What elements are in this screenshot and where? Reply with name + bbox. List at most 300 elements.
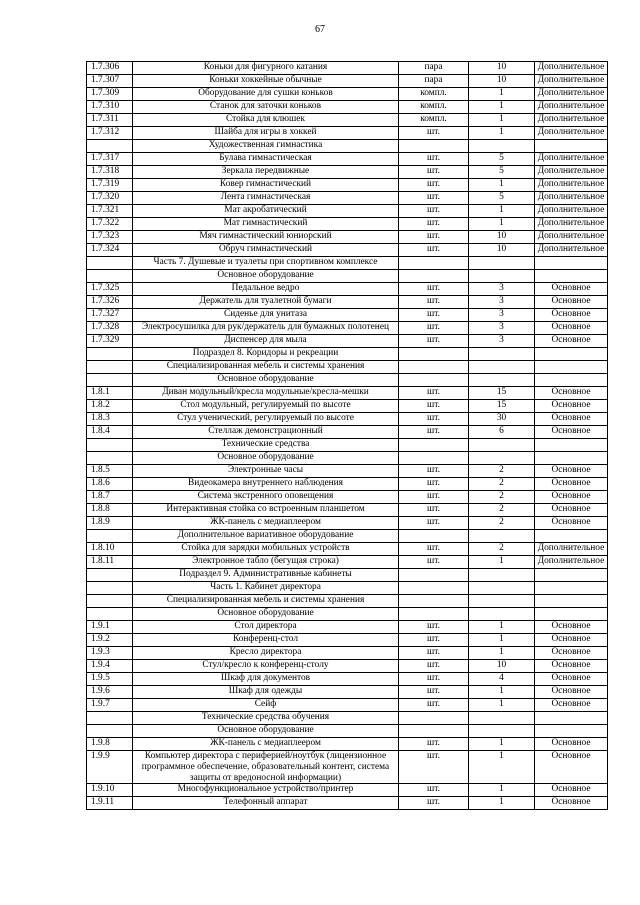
item-name-cell: Стул ученический, регулируемый по высоте [133, 413, 399, 426]
quantity-cell [469, 361, 535, 374]
item-code-cell: 1.7.311 [87, 114, 133, 127]
equipment-type-cell [535, 257, 608, 270]
quantity-cell: 3 [469, 335, 535, 348]
quantity-cell: 3 [469, 296, 535, 309]
table-row [87, 205, 608, 218]
section-heading-row [87, 348, 608, 361]
item-code-cell: 1.7.324 [87, 244, 133, 257]
section-heading-row [87, 725, 608, 738]
unit-cell [399, 140, 469, 153]
unit-cell: компл. [399, 101, 469, 114]
quantity-cell: 4 [469, 673, 535, 686]
quantity-cell: 10 [469, 660, 535, 673]
item-code-cell: 1.8.4 [87, 426, 133, 439]
item-code-cell [87, 439, 133, 452]
item-code-cell [87, 374, 133, 387]
quantity-cell [469, 257, 535, 270]
unit-cell: шт. [399, 797, 469, 810]
section-heading-row [87, 270, 608, 283]
quantity-cell: 2 [469, 504, 535, 517]
unit-cell [399, 608, 469, 621]
item-code-cell: 1.8.6 [87, 478, 133, 491]
equipment-type-cell: Основное [535, 504, 608, 517]
quantity-cell: 10 [469, 231, 535, 244]
table-row [87, 504, 608, 517]
quantity-cell: 15 [469, 387, 535, 400]
unit-cell: шт. [399, 413, 469, 426]
item-code-cell [87, 569, 133, 582]
quantity-cell: 2 [469, 517, 535, 530]
quantity-cell: 15 [469, 400, 535, 413]
table-row [87, 244, 608, 257]
equipment-type-cell: Основное [535, 517, 608, 530]
quantity-cell: 1 [469, 127, 535, 140]
item-name-cell: ЖК-панель с медиаплеером [133, 517, 399, 530]
item-name-cell: Булава гимнастическая [133, 153, 399, 166]
unit-cell: шт. [399, 153, 469, 166]
table-row [87, 127, 608, 140]
equipment-type-cell: Основное [535, 413, 608, 426]
unit-cell: шт. [399, 543, 469, 556]
item-code-cell: 1.7.309 [87, 88, 133, 101]
section-heading-row [87, 361, 608, 374]
equipment-type-cell [535, 270, 608, 283]
unit-cell [399, 348, 469, 361]
item-code-cell [87, 361, 133, 374]
item-name-cell: Основное оборудование [133, 374, 399, 387]
quantity-cell: 3 [469, 322, 535, 335]
item-code-cell: 1.7.323 [87, 231, 133, 244]
unit-cell: шт. [399, 673, 469, 686]
unit-cell [399, 530, 469, 543]
equipment-type-cell: Основное [535, 660, 608, 673]
item-name-cell: Стол модульный, регулируемый по высоте [133, 400, 399, 413]
item-name-cell: Основное оборудование [133, 608, 399, 621]
equipment-type-cell [535, 725, 608, 738]
item-code-cell [87, 712, 133, 725]
table-row [87, 478, 608, 491]
unit-cell: шт. [399, 166, 469, 179]
quantity-cell: 10 [469, 75, 535, 88]
table-row [87, 686, 608, 699]
unit-cell: шт. [399, 218, 469, 231]
quantity-cell: 1 [469, 738, 535, 751]
item-code-cell [87, 725, 133, 738]
item-name-cell: Подраздел 9. Административные кабинеты [133, 569, 399, 582]
item-name-cell: Система экстренного оповещения [133, 491, 399, 504]
equipment-type-cell: Основное [535, 784, 608, 797]
quantity-cell: 1 [469, 686, 535, 699]
equipment-type-cell: Дополнительное [535, 543, 608, 556]
table-row [87, 751, 608, 784]
table-row [87, 166, 608, 179]
unit-cell: шт. [399, 647, 469, 660]
item-name-cell: Электронные часы [133, 465, 399, 478]
section-heading-row [87, 595, 608, 608]
unit-cell: компл. [399, 88, 469, 101]
item-name-cell: Художественная гимнастика [133, 140, 399, 153]
equipment-type-cell: Дополнительное [535, 75, 608, 88]
item-name-cell: Стойка для клюшек [133, 114, 399, 127]
unit-cell: шт. [399, 660, 469, 673]
table-row [87, 543, 608, 556]
unit-cell: шт. [399, 205, 469, 218]
equipment-type-cell: Дополнительное [535, 101, 608, 114]
table-row [87, 465, 608, 478]
unit-cell [399, 452, 469, 465]
section-heading-row [87, 374, 608, 387]
unit-cell: шт. [399, 621, 469, 634]
quantity-cell [469, 374, 535, 387]
table-row [87, 647, 608, 660]
equipment-type-cell: Дополнительное [535, 62, 608, 75]
quantity-cell [469, 608, 535, 621]
quantity-cell [469, 582, 535, 595]
item-name-cell: Шкаф для одежды [133, 686, 399, 699]
table-row [87, 517, 608, 530]
unit-cell: шт. [399, 192, 469, 205]
equipment-type-cell: Основное [535, 309, 608, 322]
equipment-type-cell: Дополнительное [535, 153, 608, 166]
item-name-cell: Технические средства обучения [133, 712, 399, 725]
item-code-cell: 1.7.317 [87, 153, 133, 166]
quantity-cell [469, 569, 535, 582]
table-row [87, 192, 608, 205]
table-row [87, 153, 608, 166]
table-row [87, 660, 608, 673]
item-name-cell: Компьютер директора с периферией/ноутбук (лицензионное программное обеспечение, образовательный контент, система защиты от вредоносной информации) [133, 751, 399, 784]
item-code-cell: 1.9.7 [87, 699, 133, 712]
quantity-cell: 1 [469, 751, 535, 784]
unit-cell: шт. [399, 556, 469, 569]
section-heading-row [87, 452, 608, 465]
section-heading-row [87, 569, 608, 582]
equipment-type-cell: Основное [535, 465, 608, 478]
item-code-cell [87, 140, 133, 153]
item-code-cell: 1.7.329 [87, 335, 133, 348]
item-code-cell: 1.8.9 [87, 517, 133, 530]
item-name-cell: Держатель для туалетной бумаги [133, 296, 399, 309]
unit-cell [399, 257, 469, 270]
unit-cell: шт. [399, 127, 469, 140]
quantity-cell: 1 [469, 556, 535, 569]
item-name-cell: Специализированная мебель и системы хранения [133, 595, 399, 608]
quantity-cell: 1 [469, 699, 535, 712]
quantity-cell: 1 [469, 205, 535, 218]
table-row [87, 413, 608, 426]
item-name-cell: Специализированная мебель и системы хранения [133, 361, 399, 374]
item-name-cell: Коньки хоккейные обычные [133, 75, 399, 88]
quantity-cell [469, 439, 535, 452]
unit-cell: шт. [399, 387, 469, 400]
item-code-cell: 1.7.310 [87, 101, 133, 114]
table-row [87, 426, 608, 439]
equipment-type-cell: Основное [535, 621, 608, 634]
quantity-cell: 1 [469, 797, 535, 810]
unit-cell: шт. [399, 296, 469, 309]
item-name-cell: Педальное ведро [133, 283, 399, 296]
item-code-cell: 1.8.3 [87, 413, 133, 426]
unit-cell [399, 582, 469, 595]
equipment-type-cell: Дополнительное [535, 114, 608, 127]
quantity-cell [469, 140, 535, 153]
unit-cell: шт. [399, 504, 469, 517]
item-code-cell: 1.9.6 [87, 686, 133, 699]
equipment-type-cell: Дополнительное [535, 218, 608, 231]
equipment-type-cell [535, 582, 608, 595]
equipment-type-cell [535, 361, 608, 374]
item-name-cell: Многофункциональное устройство/принтер [133, 784, 399, 797]
unit-cell: шт. [399, 517, 469, 530]
equipment-type-cell: Дополнительное [535, 192, 608, 205]
item-name-cell: Основное оборудование [133, 452, 399, 465]
item-name-cell: Основное оборудование [133, 725, 399, 738]
item-name-cell: Телефонный аппарат [133, 797, 399, 810]
item-code-cell [87, 595, 133, 608]
item-name-cell: Шкаф для документов [133, 673, 399, 686]
equipment-type-cell: Дополнительное [535, 244, 608, 257]
unit-cell: шт. [399, 686, 469, 699]
equipment-type-cell: Основное [535, 738, 608, 751]
quantity-cell: 1 [469, 179, 535, 192]
unit-cell: шт. [399, 634, 469, 647]
equipment-type-cell: Дополнительное [535, 127, 608, 140]
equipment-type-cell: Основное [535, 634, 608, 647]
unit-cell: шт. [399, 465, 469, 478]
equipment-type-cell [535, 348, 608, 361]
item-name-cell: Электросушилка для рук/держатель для бумажных полотенец [133, 322, 399, 335]
equipment-type-cell: Основное [535, 322, 608, 335]
item-name-cell: Часть 1. Кабинет директора [133, 582, 399, 595]
table-row [87, 387, 608, 400]
section-heading-row [87, 530, 608, 543]
item-name-cell: Обруч гимнастический [133, 244, 399, 257]
table-row [87, 738, 608, 751]
table-row [87, 309, 608, 322]
unit-cell: шт. [399, 699, 469, 712]
unit-cell: шт. [399, 751, 469, 784]
equipment-type-cell [535, 452, 608, 465]
quantity-cell: 1 [469, 88, 535, 101]
equipment-type-cell [535, 712, 608, 725]
unit-cell [399, 712, 469, 725]
table-row [87, 179, 608, 192]
equipment-type-cell: Дополнительное [535, 556, 608, 569]
unit-cell [399, 270, 469, 283]
item-code-cell: 1.9.9 [87, 751, 133, 784]
unit-cell: шт. [399, 283, 469, 296]
unit-cell [399, 439, 469, 452]
equipment-type-cell: Дополнительное [535, 205, 608, 218]
quantity-cell [469, 348, 535, 361]
item-name-cell: Основное оборудование [133, 270, 399, 283]
item-name-cell: Мяч гимнастический юниорский [133, 231, 399, 244]
item-code-cell: 1.9.5 [87, 673, 133, 686]
quantity-cell: 1 [469, 101, 535, 114]
unit-cell [399, 361, 469, 374]
unit-cell: шт. [399, 231, 469, 244]
quantity-cell: 5 [469, 166, 535, 179]
item-name-cell: Технические средства [133, 439, 399, 452]
unit-cell [399, 374, 469, 387]
item-code-cell: 1.7.319 [87, 179, 133, 192]
item-code-cell: 1.9.10 [87, 784, 133, 797]
unit-cell: шт. [399, 738, 469, 751]
section-heading-row [87, 608, 608, 621]
unit-cell: компл. [399, 114, 469, 127]
equipment-type-cell [535, 530, 608, 543]
item-name-cell: Диван модульный/кресла модульные/кресла-мешки [133, 387, 399, 400]
quantity-cell: 1 [469, 634, 535, 647]
equipment-type-cell [535, 569, 608, 582]
equipment-type-cell: Основное [535, 335, 608, 348]
item-name-cell: Стул/кресло к конференц-столу [133, 660, 399, 673]
item-code-cell: 1.8.10 [87, 543, 133, 556]
equipment-type-cell [535, 374, 608, 387]
item-name-cell: Коньки для фигурного катания [133, 62, 399, 75]
item-code-cell: 1.8.5 [87, 465, 133, 478]
quantity-cell: 2 [469, 465, 535, 478]
equipment-type-cell: Дополнительное [535, 166, 608, 179]
equipment-type-cell: Основное [535, 426, 608, 439]
item-code-cell: 1.9.1 [87, 621, 133, 634]
item-name-cell: Интерактивная стойка со встроенным планшетом [133, 504, 399, 517]
item-code-cell: 1.7.318 [87, 166, 133, 179]
equipment-type-cell [535, 140, 608, 153]
item-name-cell: Подраздел 8. Коридоры и рекреации [133, 348, 399, 361]
section-heading-row [87, 712, 608, 725]
unit-cell [399, 569, 469, 582]
item-code-cell: 1.9.2 [87, 634, 133, 647]
quantity-cell: 30 [469, 413, 535, 426]
equipment-type-cell: Основное [535, 797, 608, 810]
quantity-cell: 1 [469, 784, 535, 797]
equipment-type-cell: Основное [535, 686, 608, 699]
quantity-cell [469, 725, 535, 738]
item-code-cell: 1.7.327 [87, 309, 133, 322]
item-code-cell: 1.9.4 [87, 660, 133, 673]
item-code-cell: 1.9.8 [87, 738, 133, 751]
item-name-cell: Дополнительное вариативное оборудование [133, 530, 399, 543]
table-row [87, 797, 608, 810]
unit-cell: шт. [399, 491, 469, 504]
table-row [87, 621, 608, 634]
equipment-type-cell: Основное [535, 400, 608, 413]
table-row [87, 101, 608, 114]
unit-cell: шт. [399, 478, 469, 491]
equipment-type-cell: Основное [535, 699, 608, 712]
item-name-cell: Часть 7. Душевые и туалеты при спортивном комплексе [133, 257, 399, 270]
item-name-cell: Станок для заточки коньков [133, 101, 399, 114]
section-heading-row [87, 582, 608, 595]
item-name-cell: Мат акробатический [133, 205, 399, 218]
item-code-cell [87, 348, 133, 361]
equipment-type-cell: Основное [535, 491, 608, 504]
item-code-cell: 1.7.322 [87, 218, 133, 231]
table-row [87, 62, 608, 75]
quantity-cell: 6 [469, 426, 535, 439]
item-code-cell: 1.7.328 [87, 322, 133, 335]
quantity-cell [469, 270, 535, 283]
item-code-cell: 1.7.306 [87, 62, 133, 75]
item-code-cell [87, 257, 133, 270]
table-row [87, 88, 608, 101]
quantity-cell: 1 [469, 647, 535, 660]
table-row [87, 335, 608, 348]
item-code-cell [87, 530, 133, 543]
table-row [87, 218, 608, 231]
table-row [87, 634, 608, 647]
item-code-cell [87, 608, 133, 621]
quantity-cell: 10 [469, 62, 535, 75]
equipment-type-cell: Дополнительное [535, 179, 608, 192]
table-row [87, 491, 608, 504]
quantity-cell: 2 [469, 543, 535, 556]
equipment-type-cell: Основное [535, 751, 608, 784]
quantity-cell: 3 [469, 309, 535, 322]
equipment-type-cell: Основное [535, 673, 608, 686]
table-row [87, 296, 608, 309]
quantity-cell [469, 452, 535, 465]
quantity-cell [469, 712, 535, 725]
unit-cell: пара [399, 75, 469, 88]
item-code-cell: 1.9.11 [87, 797, 133, 810]
quantity-cell: 2 [469, 478, 535, 491]
quantity-cell: 3 [469, 283, 535, 296]
item-code-cell: 1.8.7 [87, 491, 133, 504]
table-row [87, 75, 608, 88]
item-code-cell: 1.8.8 [87, 504, 133, 517]
quantity-cell: 5 [469, 192, 535, 205]
unit-cell: шт. [399, 244, 469, 257]
item-name-cell: Сиденье для унитаза [133, 309, 399, 322]
item-name-cell: Стойка для зарядки мобильных устройств [133, 543, 399, 556]
unit-cell: шт. [399, 309, 469, 322]
quantity-cell: 1 [469, 218, 535, 231]
item-code-cell: 1.7.312 [87, 127, 133, 140]
item-name-cell: Шайба для игры в хоккей [133, 127, 399, 140]
equipment-type-cell: Дополнительное [535, 88, 608, 101]
unit-cell: шт. [399, 179, 469, 192]
equipment-type-cell [535, 439, 608, 452]
item-name-cell: Зеркала передвижные [133, 166, 399, 179]
item-code-cell: 1.8.11 [87, 556, 133, 569]
item-code-cell: 1.8.1 [87, 387, 133, 400]
item-code-cell [87, 582, 133, 595]
table-row [87, 322, 608, 335]
quantity-cell: 1 [469, 114, 535, 127]
item-code-cell: 1.7.307 [87, 75, 133, 88]
item-code-cell [87, 452, 133, 465]
table-row [87, 556, 608, 569]
item-name-cell: Кресло директора [133, 647, 399, 660]
unit-cell: шт. [399, 784, 469, 797]
item-name-cell: Ковер гимнастический [133, 179, 399, 192]
section-heading-row [87, 439, 608, 452]
equipment-type-cell: Основное [535, 647, 608, 660]
item-name-cell: Конференц-стол [133, 634, 399, 647]
equipment-table-body [87, 62, 608, 810]
unit-cell: шт. [399, 335, 469, 348]
table-row [87, 784, 608, 797]
section-heading-row [87, 257, 608, 270]
item-name-cell: Стеллаж демонстрационный [133, 426, 399, 439]
equipment-type-cell: Основное [535, 478, 608, 491]
item-code-cell: 1.9.3 [87, 647, 133, 660]
table-row [87, 283, 608, 296]
item-name-cell: ЖК-панель с медиаплеером [133, 738, 399, 751]
item-name-cell: Оборудование для сушки коньков [133, 88, 399, 101]
